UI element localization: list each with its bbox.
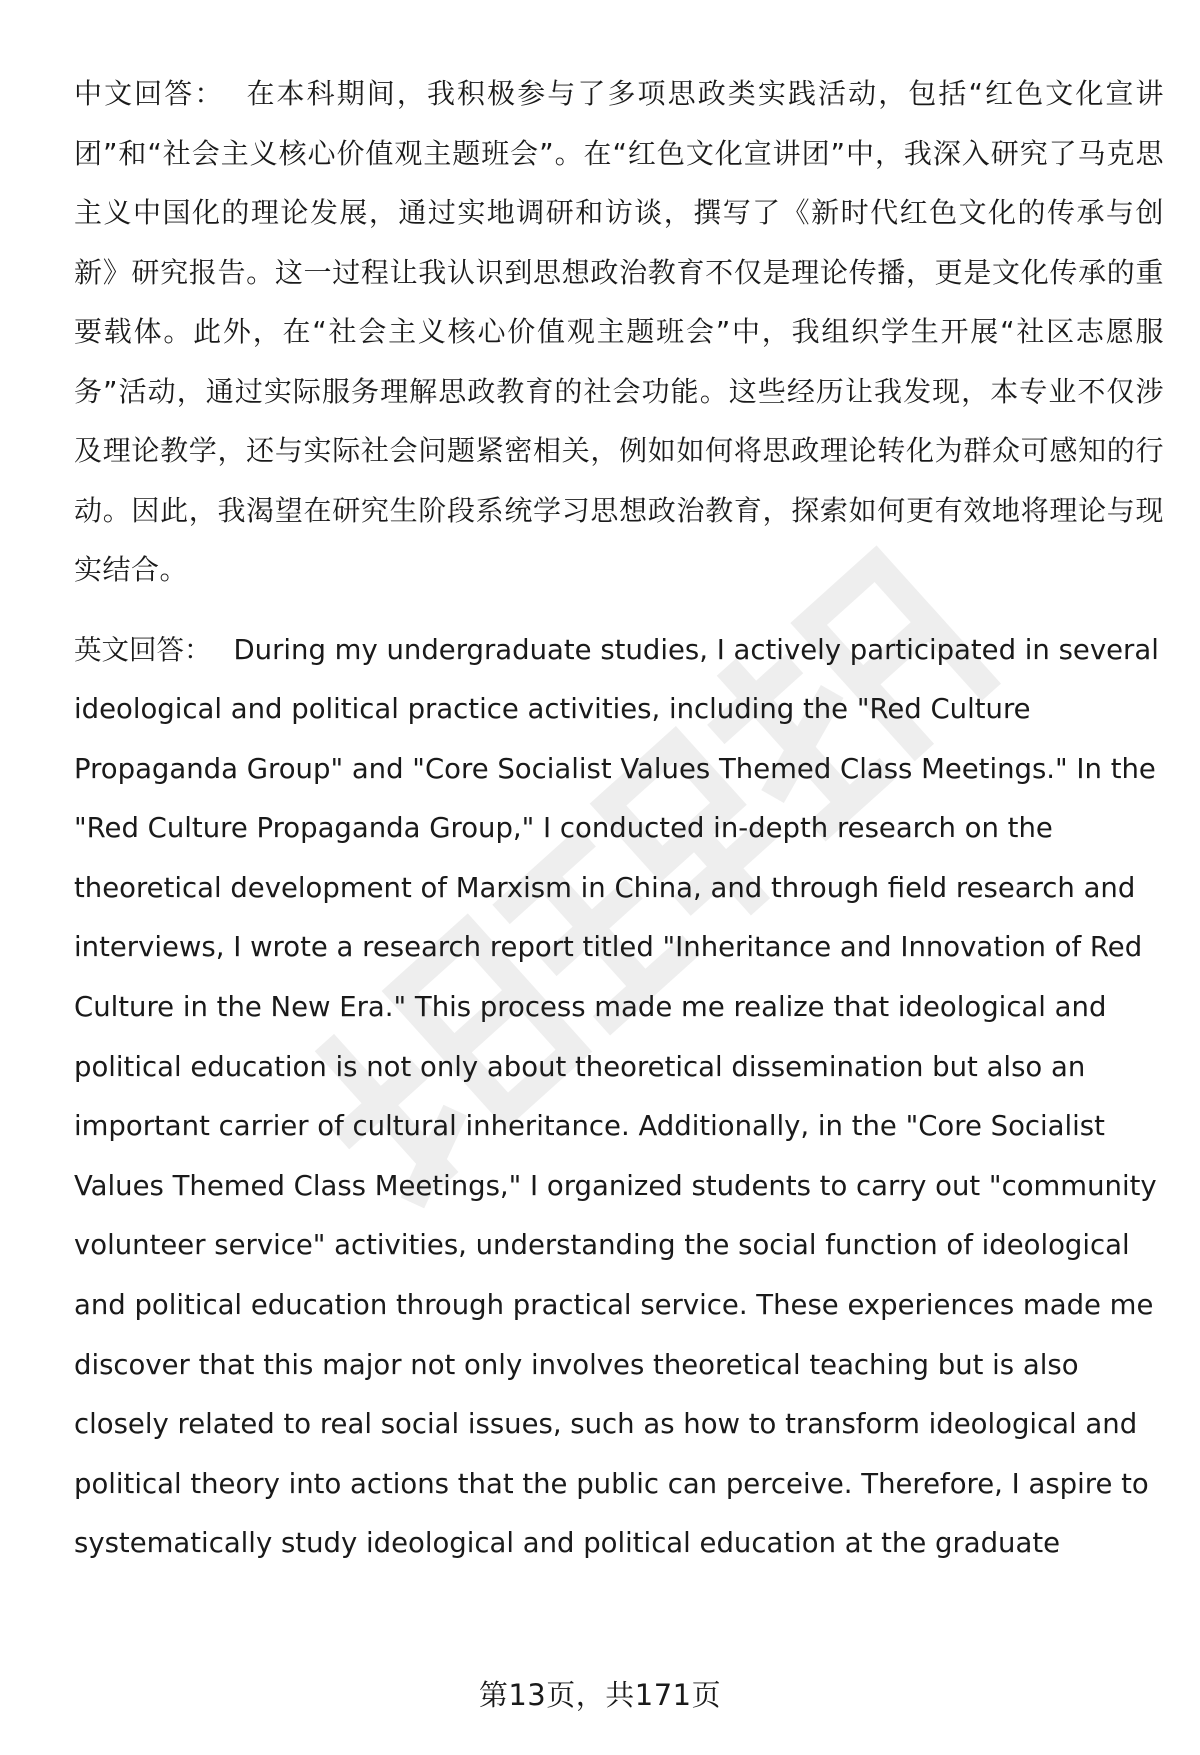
chinese-answer-text: 在本科期间，我积极参与了多项思政类实践活动，包括“红色文化宣讲团”和“社会主义核心价值观主题班会”。在“红色文化宣讲团”中，我深入研究了马克思主义中国化的理论发展，通过实地调研和访谈，撰写了《新时代红色文化的传承与创新》研究报告。这一过程让我认识到思想政治教育不仅是理论传播，更是文化传承的重要载体。此外，在“社会主义核心价值观主题班会”中，我组织学生开展“社区志愿服务”活动，通过实际服务理解思政教育的社会功能。这些经历让我发现，本专业不仅涉及理论教学，还与实际社会问题紧密相关，例如如何将思政理论转化为群众可感知的行动。因此，我渴望在研究生阶段系统学习思想政治教育，探索如何更有效地将理论与现实结合。 [74,77,1164,586]
document-body [74,64,1164,1574]
chinese-answer-label: 中文回答： [74,77,225,110]
english-answer-label: 英文回答： [74,633,212,666]
page-number-footer: 第13页，共171页 [478,1678,722,1712]
english-answer-text: During my undergraduate studies, I actively participated in several ideological and political practice activities, including the "Red Culture Propaganda Group" and "Core Socialist Values Themed Class Meetings." In the "Red Culture Propaganda Group," I conducted in-depth research on the theoretical development of Marxism in China, and through field research and interviews, I wrote a research report titled "Inheritance and Innovation of Red Culture in the New Era." This process made me realize that ideological and political education is not only about theoretical dissemination but also an important carrier of cultural inheritance. Additionally, in the "Core Socialist Values Themed Class Meetings," I organized students to carry out "community volunteer service" activities, understanding the social function of ideological and political education through practical service. These experiences made me discover that this major not only involves theoretical teaching but is also closely related to real social issues, such as how to transform ideological and political theory into actions that the public can perceive. Therefore, I aspire to systematically study ideological and political education at the graduate [74,633,1159,1560]
chinese-answer-paragraph [74,64,1164,600]
english-answer-paragraph [74,621,1164,1575]
